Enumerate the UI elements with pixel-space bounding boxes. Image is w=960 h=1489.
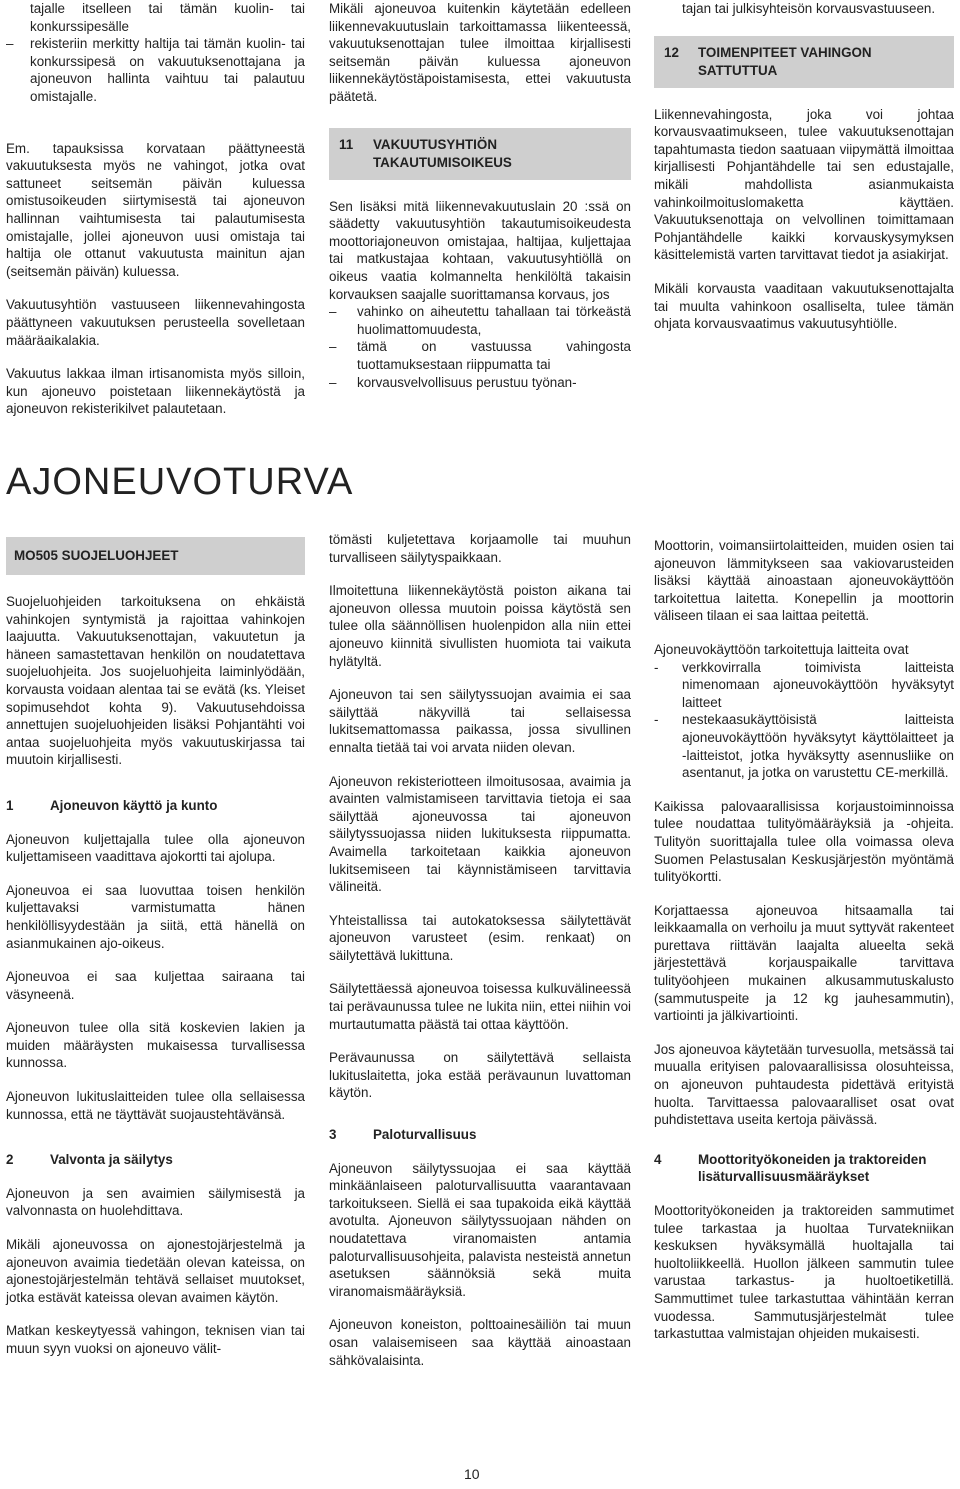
- subsection-number: 4: [654, 1151, 662, 1167]
- section-heading-box: [654, 36, 954, 88]
- paragraph: Säilytettäessä ajoneuvoa toisessa kulkuvälineessä tai perävaunussa tulee ne lukita niin, ettei niihin voi murtautumatta päästä tai ottaa käyttöön.: [329, 981, 631, 1032]
- paragraph: Ajoneuvon koneiston, polttoainesäiliön tai muun osan valaisemiseen saa käyttää ainoastaan sähkövalaisinta.: [329, 1317, 631, 1368]
- paragraph: Suojeluohjeiden tarkoituksena on ehkäistä vahinkojen syntymistä ja rajoittaa vahinkojen laajuutta. Vakuutuksenottajan, vakuutetun ja häneen samastettavan henkilön on noudatettava suojeluohjeita. Jos suojeluohjeita laiminlyödään, korvausta voidaan alentaa tai se evätä (ks. Yleiset sopimusehdot kohta 9). Vakuutusehdoissa annettujen suojeluohjeiden lisäksi Pohjantähti voi antaa suojeluohjeita myös vakuutuskirjassa tai muutoin kirjallisesti.: [6, 594, 305, 768]
- section-number: 11: [339, 136, 354, 152]
- continued-line: tajalle itselleen tai tämän kuolin- tai konkurssipesälle: [30, 1, 305, 34]
- top-column-3: [654, 0, 954, 349]
- dash-item-text: vahinko on aiheutettu tahallaan tai törkeästä huolimattomuudesta,: [357, 304, 631, 337]
- dash-item-text: verkkovirralla toimivista laitteista nimenomaan ajoneuvokäyttöön hyväksytyt laitteet: [682, 659, 954, 710]
- subsection-number: 1: [6, 797, 14, 813]
- paragraph: Ajoneuvoa ei saa kuljettaa sairaana tai väsyneenä.: [6, 969, 305, 1002]
- paragraph: Ajoneuvon rekisteriotteen ilmoitusosaa, avaimia ja avainten valmistamiseen tarvittavia tietoja ei saa säilyttää ajoneuvossa tai ajoneuvon säilytyssuojassa niiden lukituksesta riippumatta. Avaimella tarkoitetaan kaikkia ajoneuvon lukitsemiseen tai käynnistämiseen tarvittavia välineitä.: [329, 773, 631, 895]
- paragraph: Ajoneuvoa ei saa luovuttaa toisen henkilön kuljettavaksi varmistumatta hänen henkilöllisyydestään ja siitä, että hänellä on asianmukainen ajo-oikeus.: [6, 882, 305, 951]
- paragraph: Ajoneuvokäyttöön tarkoitettuja laitteita ovat: [654, 641, 909, 657]
- continued-text: [654, 0, 954, 18]
- subsection-number: 3: [329, 1127, 337, 1143]
- section-heading-box: [6, 537, 305, 575]
- bottom-column-3: [654, 537, 954, 1359]
- paragraph: Ajoneuvon tulee olla sitä koskevien lakien ja muiden määräysten mukaisessa turvallisessa kunnossa.: [6, 1020, 305, 1071]
- paragraph: Moottorityökoneiden ja traktoreiden sammutimet tulee tarkastaa ja huoltaa Turvatekniikan keskuksen hyväksymällä huoltajalla tai huoltoliikkeellä. Huollon jälkeen sammutin tulee varustaa tarkastus- ja huoltoetiketillä. Sammuttimet tulee tarkastuttaa vähintään kerran vuodessa. Sammutusjärjestelmät tulee tarkastuttaa valmistajan ohjeiden mukaisesti.: [654, 1203, 954, 1342]
- paragraph: Liikennevahingosta, joka voi johtaa korvausvaatimukseen, tulee vakuutuksenottajan tapahtumasta tiedon saatuaan viipymättä ilmoittaa kirjallisesti Pohjantähdelle tai sen edustajalle, mikäli mahdollista asianmukaista vahinkoilmoituslomaketta käyttäen. Vakuutuksenottaja on velvollinen toimittamaan Pohjantähdelle kaikki korvauskysymyksen käsittelemistä varten tarvittavat tiedot ja asiakirjat.: [654, 106, 954, 263]
- dash-list-item: – tämä on vastuussa vahingosta tuottamuksestaan riippumatta tai: [329, 339, 631, 372]
- continued-line: tajan tai julkisyhteisön korvausvastuuseen.: [682, 1, 936, 16]
- paragraph: Kaikissa palovaarallisissa korjaustoiminnoissa tulee noudattaa tulityömääräyksiä ja -ohjeita. Tulityön suorittajalla tulee olla voimassa oleva Suomen Pelastusalan Keskusjärjestön myöntämä tulityökortti.: [654, 798, 954, 885]
- page-number: 10: [464, 1466, 480, 1482]
- subsection-title: Moottorityökoneiden ja traktoreiden lisäturvallisuusmääräykset: [698, 1151, 927, 1185]
- paragraph: Yhteistallissa tai autokatoksessa säilytettävät ajoneuvon varusteet (esim. renkaat) on säilytettävä lukittuna.: [329, 912, 631, 963]
- paragraph: Ajoneuvon lukituslaitteiden tulee olla sellaisessa kunnossa, että ne täyttävät suojaustehtävänsä.: [6, 1089, 305, 1122]
- dash-list-item: – rekisteriin merkitty haltija tai tämän kuolin- tai konkurssipesä on vakuutuksenottajana ja ajoneuvon hallinta vaihtuu tai palautuu omistajalle.: [6, 36, 305, 104]
- dash-list-item: - verkkovirralla toimivista laitteista nimenomaan ajoneuvokäyttöön hyväksytyt laitteet: [654, 659, 954, 710]
- paragraph: Moottorin, voimansiirtolaitteiden, muiden osien tai ajoneuvon lämmitykseen saa vakiovarusteiden lisäksi käyttää ainoastaan ajoneuvokäyttöön tarkoitettua laitetta. Konepellin ja moottorin väliseen tilaan ei saa laittaa peitettä.: [654, 538, 954, 624]
- section-heading-box: [329, 128, 631, 180]
- dash-item-text: rekisteriin merkitty haltija tai tämän kuolin- tai konkurssipesä on vakuutuksenottajana ja ajoneuvon hallinta vaihtuu tai palautuu omistajalle.: [30, 36, 305, 104]
- bottom-column-1: [6, 537, 305, 1374]
- dash-list-item: – vahinko on aiheutettu tahallaan tai törkeästä huolimattomuudesta,: [329, 304, 631, 337]
- subsection-title: Ajoneuvon käyttö ja kunto: [50, 797, 218, 813]
- paragraph: Matkan keskeytyessä vahingon, teknisen vian tai muun syyn vuoksi on ajoneuvo välit-: [6, 1323, 305, 1356]
- section-title: TOIMENPITEET VAHINGON SATTUTTUA: [698, 44, 872, 78]
- subsection-number: 2: [6, 1152, 14, 1168]
- paragraph: Sen lisäksi mitä liikennevakuutuslain 20 :ssä on säädetty vakuutusyhtiön takautumisoikeudesta moottoriajoneuvon omistajaa, haltijaa, kuljettajaa tai matkustajaa kohtaan, vakuutusyhtiöllä on oikeus vaatia kolmannelta henkilöltä takaisin korvauksen saajalle suorittamansa korvaus, jos: [329, 198, 631, 302]
- paragraph: Mikäli korvausta vaaditaan vakuutuksenottajalta tai muulta vahinkoon osalliselta, tulee tämän ohjata korvausvaatimus vakuutusyhtiölle.: [654, 280, 954, 332]
- top-column-2: [329, 0, 631, 391]
- paragraph: Ajoneuvon ja sen avaimien säilymisestä ja valvonnasta on huolehdittava.: [6, 1185, 305, 1219]
- bottom-column-2: [329, 531, 631, 1385]
- section-title: MO505 SUOJELUOHJEET: [14, 548, 179, 563]
- dash-item-text: tämä on vastuussa vahingosta tuottamuksestaan riippumatta tai: [357, 339, 631, 372]
- paragraph: Perävaunussa on säilytettävä sellaista lukituslaitetta, joka estää perävaunun luvattoman käytön.: [329, 1050, 631, 1101]
- subsection-heading: [6, 1151, 305, 1169]
- paragraph: Ajoneuvon kuljettajalla tulee olla ajoneuvon kuljettamiseen vaadittava ajokortti tai ajolupa.: [6, 831, 305, 865]
- dash-item-text: nestekaasukäyttöisistä laitteista ajoneuvokäyttöön hyväksytyt käyttölaitteet ja -laitteistot, jotka hyväksytty asennusliike on asentanut, ja jotka on varustettu CE-merkillä.: [682, 712, 954, 781]
- top-column-1: [6, 0, 305, 434]
- main-heading: AJONEUVOTURVA: [6, 461, 354, 503]
- dash-list-item: – korvausvelvollisuus perustuu työnan-: [329, 374, 631, 392]
- paragraph: Ilmoitettuna liikennekäytöstä poiston aikana tai ajoneuvon ollessa muutoin poissa käytöstä sen tulee olla säännöllisen huolenpidon alla niin ettei ajoneuvo kiinnitä sivullisten huomiota tai vaikuta hylätyltä.: [329, 583, 631, 669]
- paragraph: Vakuutusyhtiön vastuuseen liikennevahingosta päättyneen vakuutuksen perusteella sovelletaan määräaikalakia.: [6, 297, 305, 348]
- dash-item-text: korvausvelvollisuus perustuu työnan-: [357, 374, 577, 390]
- paragraph: Jos ajoneuvoa käytetään turvesuolla, metsässä tai muualla erityisen palovaarallisissa olosuhteissa, on ajoneuvon puhtaudesta pidettävä erityistä huolta. Tarvittaessa palovaaralliset osat ovat puhdistettava useita kertoja päivässä.: [654, 1041, 954, 1128]
- continued-text: [6, 0, 305, 35]
- paragraph: Ajoneuvon säilytyssuojaa ei saa käyttää minkäänlaiseen paloturvallisuutta vaarantavaan tarkoitukseen. Siellä ei saa tupakoida eikä käyttää avotulta. Ajoneuvon säilytyssuojaan nähden on noudatettava viranomaisten antamia paloturvallisuusohjeita, palavista nesteistä annetun asetuksen säännöksiä sekä muita viranomaismääräyksiä.: [329, 1160, 631, 1299]
- subsection-heading: [6, 797, 305, 815]
- paragraph: tömästi kuljetettava korjaamolle tai muuhun turvalliseen säilytyspaikkaan.: [329, 532, 631, 565]
- dash-list-item: - nestekaasukäyttöisistä laitteista ajoneuvokäyttöön hyväksytyt käyttölaitteet ja -laitteistot, jotka hyväksytty asennusliike on asentanut, ja jotka on varustettu CE-merkillä.: [654, 712, 954, 781]
- paragraph: Korjattaessa ajoneuvoa hitsaamalla tai leikkaamalla on verhoilu ja muut syttyvät rakenteet purettava riittävän laajalta alueelta sekä järjestettävä korjauspaikalle tarvittava tulityöohjeen mukainen alkusammutuskalusto (sammutuspeite ja 12 kg jauhesammutin), vartiointi ja jälkivartiointi.: [654, 902, 954, 1024]
- subsection-heading: [329, 1126, 631, 1144]
- section-title: VAKUUTUSYHTIÖN TAKAUTUMISOIKEUS: [373, 136, 512, 170]
- subsection-title: Valvonta ja säilytys: [50, 1152, 173, 1168]
- subsection-title: Paloturvallisuus: [373, 1127, 477, 1143]
- section-number: 12: [664, 44, 679, 60]
- paragraph: Mikäli ajoneuvossa on ajonestojärjestelmä ja ajoneuvon avaimia tiedetään olevan kateissa, on ajonestojärjestelmän tehtävä sellaiset muutokset, jotka estävät kateissa olevan avaimen käytön.: [6, 1237, 305, 1305]
- subsection-heading: [654, 1151, 954, 1186]
- paragraph: Vakuutus lakkaa ilman irtisanomista myös silloin, kun ajoneuvo poistetaan liikennekäytöstä ja ajoneuvon rekisterikilvet palautetaan.: [6, 366, 305, 417]
- paragraph: Em. tapauksissa korvataan päättyneestä vakuutuksesta myös ne vahingot, jotka ovat sattuneet seitsemän päivän kuluessa omistusoikeuden siirtymisestä tai ajoneuvon hallinnan vaihtumisesta tai palautumisesta omistajalle, jollei ajoneuvon uusi omistaja tai haltija ole ottanut vakuutusta mainitun ajan (seitsemän päivän) kuluessa.: [6, 140, 305, 279]
- paragraph: Mikäli ajoneuvoa kuitenkin käytetään edelleen liikennevakuutuslain tarkoittamassa liikenteessä, vakuutuksenottajan tulee ilmoittaa kirjallisesti seitsemän päivän kuluessa ajoneuvon liikennekäytöstäpoistamisesta, ettei vakuutusta päätetä.: [329, 1, 631, 104]
- paragraph: Ajoneuvon tai sen säilytyssuojan avaimia ei saa säilyttää näkyvillä tai sellaisessa lukitsemattomassa paikassa, jossa sivullinen ennalta tietää tai voi arvata niiden olevan.: [329, 687, 631, 755]
